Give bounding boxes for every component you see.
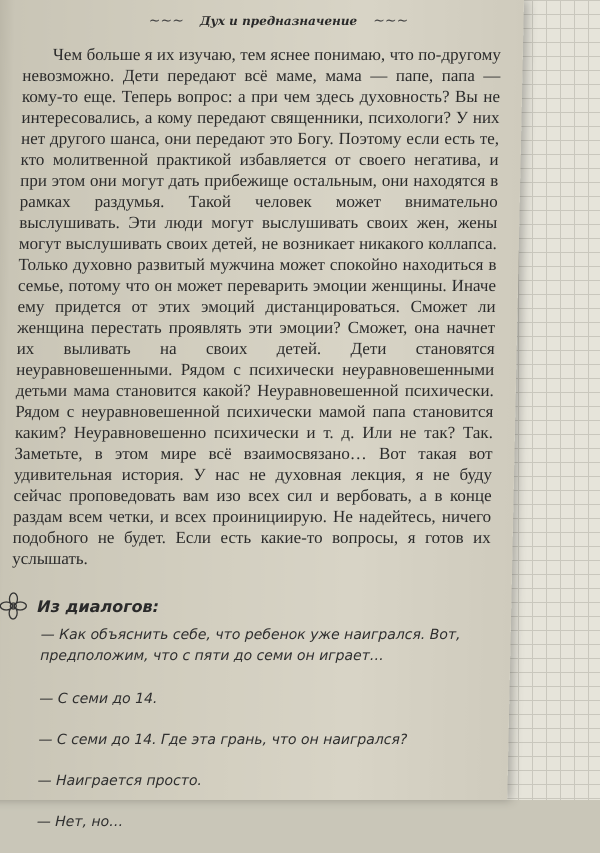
dialog-list xyxy=(36,625,491,853)
body-paragraph: Чем больше я их изучаю, тем яснее понимаю, что по-другому невозможно. Дети передают всё маме, мама — папе, папа — кому-то еще. Теперь вопрос: а при чем здесь духовность? Вы не интересовались, а кому передают священники, психологи? У них нет другого шанса, они передают это Богу. Поэтому если есть те, кто молитвенной практикой избавляется от своего негатива, и при этом они могут дать прибежище остальным, они находятся в рамках раздумья. Такой человек может внимательно выслушивать. Эти люди могут выслушивать своих жен, жены могут выслушивать своих детей, не возникает никакого коллапса. Только духовно развитый мужчина может спокойно находиться в семье, потому что он может переварить эмоции женщины. Иначе ему придется от этих эмоций дистанцироваться. Сможет ли женщина перестать проявлять эти эмоции? Сможет, она начнет их выливать на своих детей. Дети становятся неуравновешенными. Рядом с психически неуравновешенными детьми мама становится какой? Неуравновешенной психически. Рядом с неуравновешенной психически мамой папа становится каким? Неуравновешенно психически и т. д. Или не так? Так. Заметьте, в этом мире всё взаимосвязано… Вот такая вот удивительная история. У нас не духовная лекция, я не буду сейчас проповедовать вам изо всех сил и вербовать, а в конце раздам всем четки, и всех проинициирую. Не надейтесь, ничего подобного не будет. Если есть какие-то вопросы, я готов их услышать. xyxy=(12,45,502,568)
page-title: Дух и предназначение xyxy=(199,14,358,28)
flower-ornament-icon xyxy=(0,592,28,620)
body-text xyxy=(12,44,501,569)
running-header xyxy=(113,10,443,32)
header-ornament-left: ∼∼∼ xyxy=(148,13,185,29)
dialog-line: — С семи до 14. Где эта грань, что он наигрался? xyxy=(38,732,408,748)
header-ornament-right: ∼∼∼ xyxy=(372,13,409,29)
dialog-line: — Наиграется просто. xyxy=(37,773,203,789)
dialog-line: — С семи до 14. xyxy=(39,691,158,707)
dialog-line: — Как объяснить себе, что ребенок уже наигрался. Вот, предположим, что с пяти до семи он играет… xyxy=(40,627,461,664)
dialog-line: — Нет, но… xyxy=(36,814,124,830)
dialog-heading-label: Из диалогов: xyxy=(37,596,160,616)
dialog-heading xyxy=(0,592,159,620)
